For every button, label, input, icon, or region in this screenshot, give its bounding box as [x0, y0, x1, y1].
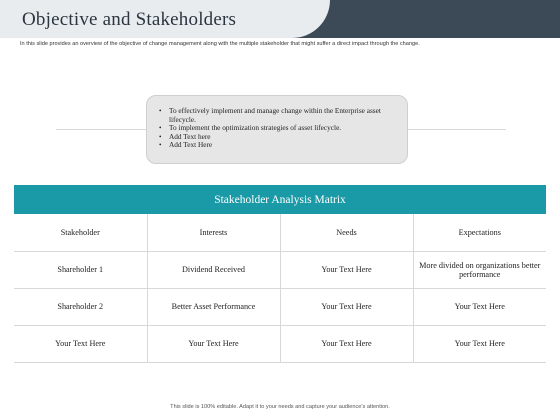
table-header-row	[14, 214, 546, 252]
table-cell: Your Text Here	[280, 326, 413, 363]
page-title: Objective and Stakeholders	[22, 9, 237, 30]
page-subtitle: In this slide provides an overview of the objective of change management along with the multiple stakeholder that might suffer a direct impact through the change.	[20, 41, 420, 47]
table-row	[14, 326, 546, 363]
objective-box	[146, 95, 408, 164]
table-cell: Dividend Received	[147, 252, 280, 289]
table-cell: Your Text Here	[413, 326, 546, 363]
matrix-title: Stakeholder Analysis Matrix	[14, 185, 546, 214]
column-header: Stakeholder	[14, 214, 147, 252]
column-header: Interests	[147, 214, 280, 252]
stakeholder-matrix	[14, 214, 546, 363]
table-cell: Your Text Here	[280, 252, 413, 289]
objective-item: • Add Text Here	[169, 141, 397, 150]
table-row	[14, 289, 546, 326]
table-cell: Your Text Here	[14, 326, 147, 363]
footer-note: This slide is 100% editable. Adapt it to your needs and capture your audience's attention.	[170, 404, 390, 410]
table-cell: Shareholder 2	[14, 289, 147, 326]
table-cell: Your Text Here	[413, 289, 546, 326]
table-cell: Shareholder 1	[14, 252, 147, 289]
table-cell: Better Asset Performance	[147, 289, 280, 326]
table-cell: Your Text Here	[147, 326, 280, 363]
objective-list	[157, 107, 397, 150]
column-header: Needs	[280, 214, 413, 252]
objective-item: • To implement the optimization strategies of asset lifecycle.	[169, 124, 397, 133]
column-header: Expectations	[413, 214, 546, 252]
table-row	[14, 252, 546, 289]
divider-right	[408, 129, 506, 130]
divider-left	[56, 129, 146, 130]
table-cell: More divided on organizations better performance	[413, 252, 546, 289]
objective-item: • To effectively implement and manage change within the Enterprise asset lifecycle.	[169, 107, 397, 124]
objective-item: • Add Text here	[169, 133, 397, 142]
table-cell: Your Text Here	[280, 289, 413, 326]
